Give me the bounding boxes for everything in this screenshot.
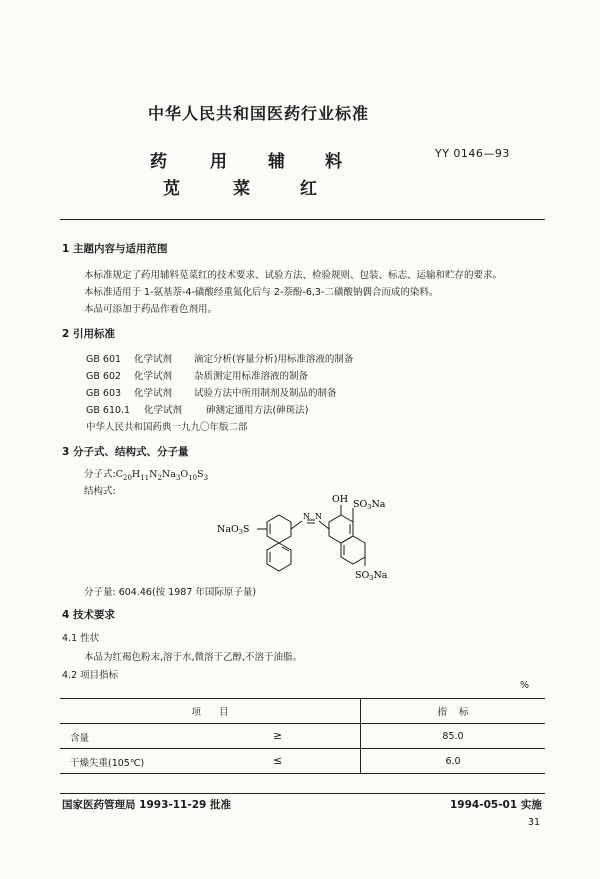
effective-date: 1994-05-01 实施 <box>450 799 542 811</box>
section-3-heading: 3 分子式、结构式、分子量 <box>62 446 189 458</box>
reference-item <box>86 368 308 382</box>
molecular-formula <box>84 466 208 482</box>
item-cell <box>60 749 361 774</box>
header-value-cell <box>361 699 546 724</box>
ref-category: 化学试剂 <box>134 371 173 382</box>
table-row <box>60 724 545 749</box>
ref-code: GB 603 <box>86 388 122 399</box>
title-char: 料 <box>325 152 342 172</box>
item-name: 含量 <box>70 733 90 744</box>
org-title: 中华人民共和国医药行业标准 <box>148 104 370 123</box>
section-2-heading: 2 引用标准 <box>62 328 115 340</box>
footer-rule <box>60 793 545 794</box>
oh-label: OH <box>332 494 349 505</box>
standard-code: YY 0146—93 <box>435 147 510 160</box>
ref-title: 砷测定通用方法(砷斑法) <box>206 405 309 416</box>
header-rule <box>60 219 545 220</box>
comparison-operator: ≤ <box>273 754 283 767</box>
item-value: 85.0 <box>442 730 464 742</box>
title-char: 菜 <box>233 179 250 199</box>
ref-category: 化学试剂 <box>134 388 173 399</box>
ref-category: 化学试剂 <box>134 354 173 365</box>
molecular-weight: 分子量: 604.46(按 1987 年国际原子量) <box>84 587 257 598</box>
reference-item <box>86 385 337 399</box>
title-char: 用 <box>210 152 227 172</box>
table-header-row <box>60 699 545 724</box>
azo-n2: N <box>315 512 322 521</box>
value-cell <box>361 749 546 774</box>
header-value: 指 标 <box>437 707 469 718</box>
ref-title: 杂质测定用标准溶液的制备 <box>194 371 309 382</box>
ref-category: 化学试剂 <box>144 405 183 416</box>
unit-label: % <box>520 680 530 691</box>
table-row <box>60 749 545 774</box>
azo-n1: N <box>303 512 310 521</box>
so3na-bottom-label: $SO_3Na$ <box>355 570 388 582</box>
formula: $C_{20}H_{11}N_2Na_3O_{10}S_3$ <box>115 469 209 482</box>
page-number: 31 <box>528 817 541 828</box>
title-char: 苋 <box>163 179 180 199</box>
structure-label: 结构式: <box>84 486 116 497</box>
appearance-text: 本品为红褐色粉末,溶于水,微溶于乙醇,不溶于油脂。 <box>84 652 303 663</box>
subsection-heading: 4.2 项目指标 <box>62 670 119 681</box>
title-char: 药 <box>150 152 167 172</box>
header-item-cell <box>60 699 361 724</box>
ref-title: 滴定分析(容量分析)用标准溶液的制备 <box>194 354 354 365</box>
reference-item <box>86 351 353 365</box>
subsection-heading: 4.1 性状 <box>62 633 100 644</box>
ref-code: GB 601 <box>86 354 122 365</box>
nao3s-label: NaO$_3$S <box>217 524 250 536</box>
reference-item <box>86 402 308 416</box>
spec-table <box>60 698 545 774</box>
comparison-operator: ≥ <box>273 729 283 742</box>
title-char: 辅 <box>268 152 285 172</box>
approval-text: 国家医药管理局 1993-11-29 批准 <box>62 799 231 811</box>
ref-title: 试验方法中所用制剂及制品的制备 <box>194 388 337 399</box>
item-value: 6.0 <box>445 755 461 767</box>
paragraph: 本品可添加于药品作着色剂用。 <box>84 304 218 315</box>
section-4-heading: 4 技术要求 <box>62 609 115 621</box>
paragraph: 本标准规定了药用辅料苋菜红的技术要求、试验方法、检验规则、包装、标志、运输和贮存的要求。 <box>84 270 503 281</box>
ref-code: GB 610.1 <box>86 405 131 416</box>
structural-formula <box>205 490 415 585</box>
header-item: 项 目 <box>191 707 229 718</box>
title-char: 红 <box>300 179 317 199</box>
so3na-top-label: $SO_3Na$ <box>353 499 386 511</box>
item-name: 干燥失重(105℃) <box>70 758 145 769</box>
value-cell <box>361 724 546 749</box>
formula-label: 分子式: <box>84 469 116 480</box>
ref-code: GB 602 <box>86 371 122 382</box>
section-1-heading: 1 主题内容与适用范围 <box>62 243 168 255</box>
item-cell <box>60 724 361 749</box>
pharmacopoeia-ref: 中华人民共和国药典一九九〇年版二部 <box>86 422 248 433</box>
paragraph: 本标准适用于 1-氨基萘-4-磺酸经重氮化后与 2-萘酚-6,3-二磺酸钠偶合而成的染料。 <box>84 287 439 298</box>
